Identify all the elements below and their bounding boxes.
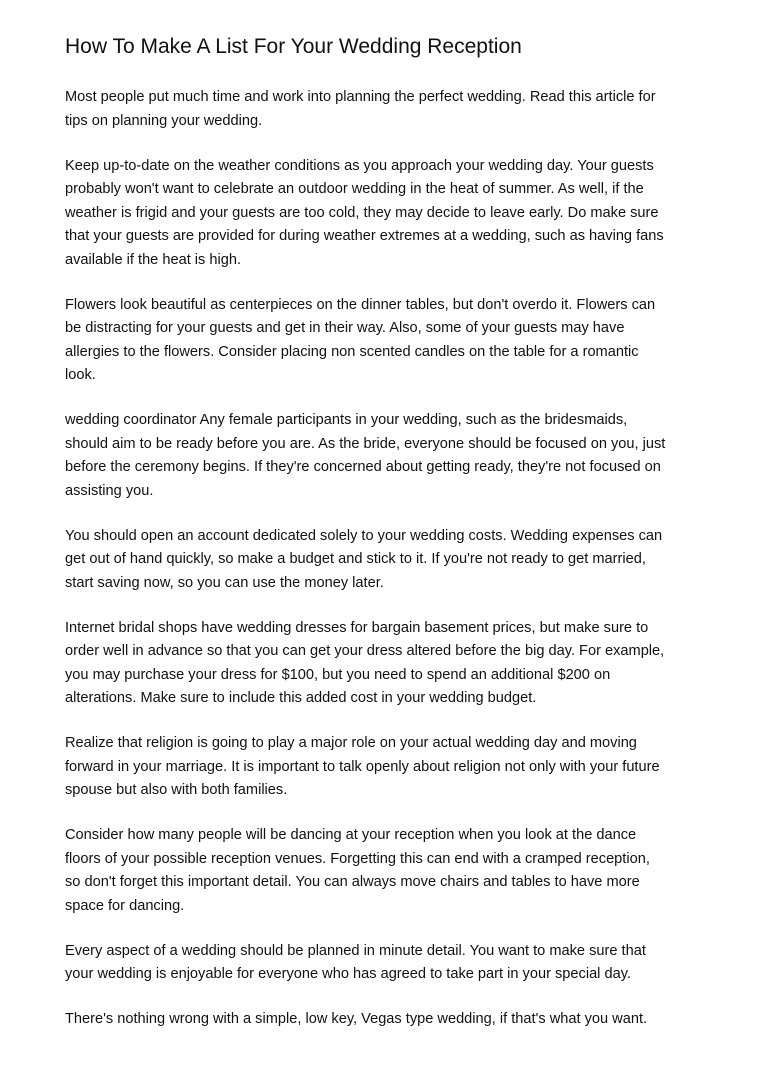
text-line: allergies to the flowers. Consider placing non scented candles on the table for a romantic xyxy=(65,343,639,360)
paragraph xyxy=(65,617,715,711)
text-line: should aim to be ready before you are. As the bride, everyone should be focused on you, just xyxy=(65,435,666,452)
text-line: weather is frigid and your guests are too cold, they may decide to leave early. Do make sure xyxy=(65,204,659,221)
paragraph xyxy=(65,86,715,133)
text-line: assisting you. xyxy=(65,482,154,499)
text-line: forward in your marriage. It is important to talk openly about religion not only with your future xyxy=(65,758,660,775)
text-line: get out of hand quickly, so make a budget and stick to it. If you're not ready to get married, xyxy=(65,551,646,567)
text-line: spouse but also with both families. xyxy=(65,782,288,798)
text-line: alterations. Make sure to include this added cost in your wedding budget. xyxy=(65,690,537,706)
paragraph xyxy=(65,525,715,596)
text-line: There's nothing wrong with a simple, low key, Vegas type wedding, if that's what you want. xyxy=(65,1011,648,1027)
text-line: Consider how many people will be dancing at your reception when you look at the dance xyxy=(65,827,637,843)
text-line: available if the heat is high. xyxy=(65,251,242,268)
text-line: that your guests are provided for during weather extremes at a wedding, such as having fans xyxy=(65,228,664,244)
text-line: space for dancing. xyxy=(65,897,185,914)
text-line: You should open an account dedicated solely to your wedding costs. Wedding expenses can xyxy=(65,527,663,544)
paragraph xyxy=(65,732,715,803)
text-line: Realize that religion is going to play a major role on your actual wedding day and moving xyxy=(65,735,637,751)
text-line: be distracting for your guests and get in their way. Also, some of your guests may have xyxy=(65,320,625,336)
article-body xyxy=(65,86,715,1053)
text-line: order well in advance so that you can get your dress altered before the big day. For example, xyxy=(65,643,665,659)
text-line: Flowers look beautiful as centerpieces on the dinner tables, but don't overdo it. Flowers can xyxy=(65,296,656,313)
text-line: probably won't want to celebrate an outdoor wedding in the heat of summer. As well, if the xyxy=(65,181,644,197)
paragraph xyxy=(65,824,715,918)
text-line: Keep up-to-date on the weather conditions as you approach your wedding day. Your guests xyxy=(65,157,654,174)
text-line: you may purchase your dress for $100, but you need to spend an additional $200 on xyxy=(65,666,611,683)
page-title: How To Make A List For Your Wedding Reception xyxy=(65,35,522,58)
text-line: Internet bridal shops have wedding dresses for bargain basement prices, but make sure to xyxy=(65,619,649,636)
text-line: floors of your possible reception venues. Forgetting this can end with a cramped reception, xyxy=(65,850,650,867)
paragraph xyxy=(65,294,715,388)
text-line: so don't forget this important detail. You can always move chairs and tables to have more xyxy=(65,874,640,890)
paragraph xyxy=(65,409,715,503)
text-line: look. xyxy=(65,367,96,383)
text-line: Most people put much time and work into planning the perfect wedding. Read this article for xyxy=(65,89,656,105)
text-line: before the ceremony begins. If they're concerned about getting ready, they're not focused on xyxy=(65,459,661,475)
paragraph xyxy=(65,155,715,273)
text-line: your wedding is enjoyable for everyone who has agreed to take part in your special day. xyxy=(65,966,631,982)
text-line: tips on planning your wedding. xyxy=(65,112,263,129)
paragraph xyxy=(65,1008,715,1032)
text-line: start saving now, so you can use the money later. xyxy=(65,574,384,591)
text-line: Every aspect of a wedding should be planned in minute detail. You want to make sure that xyxy=(65,942,646,959)
text-line: wedding coordinator Any female participants in your wedding, such as the bridesmaids, xyxy=(65,412,628,428)
paragraph xyxy=(65,940,715,987)
